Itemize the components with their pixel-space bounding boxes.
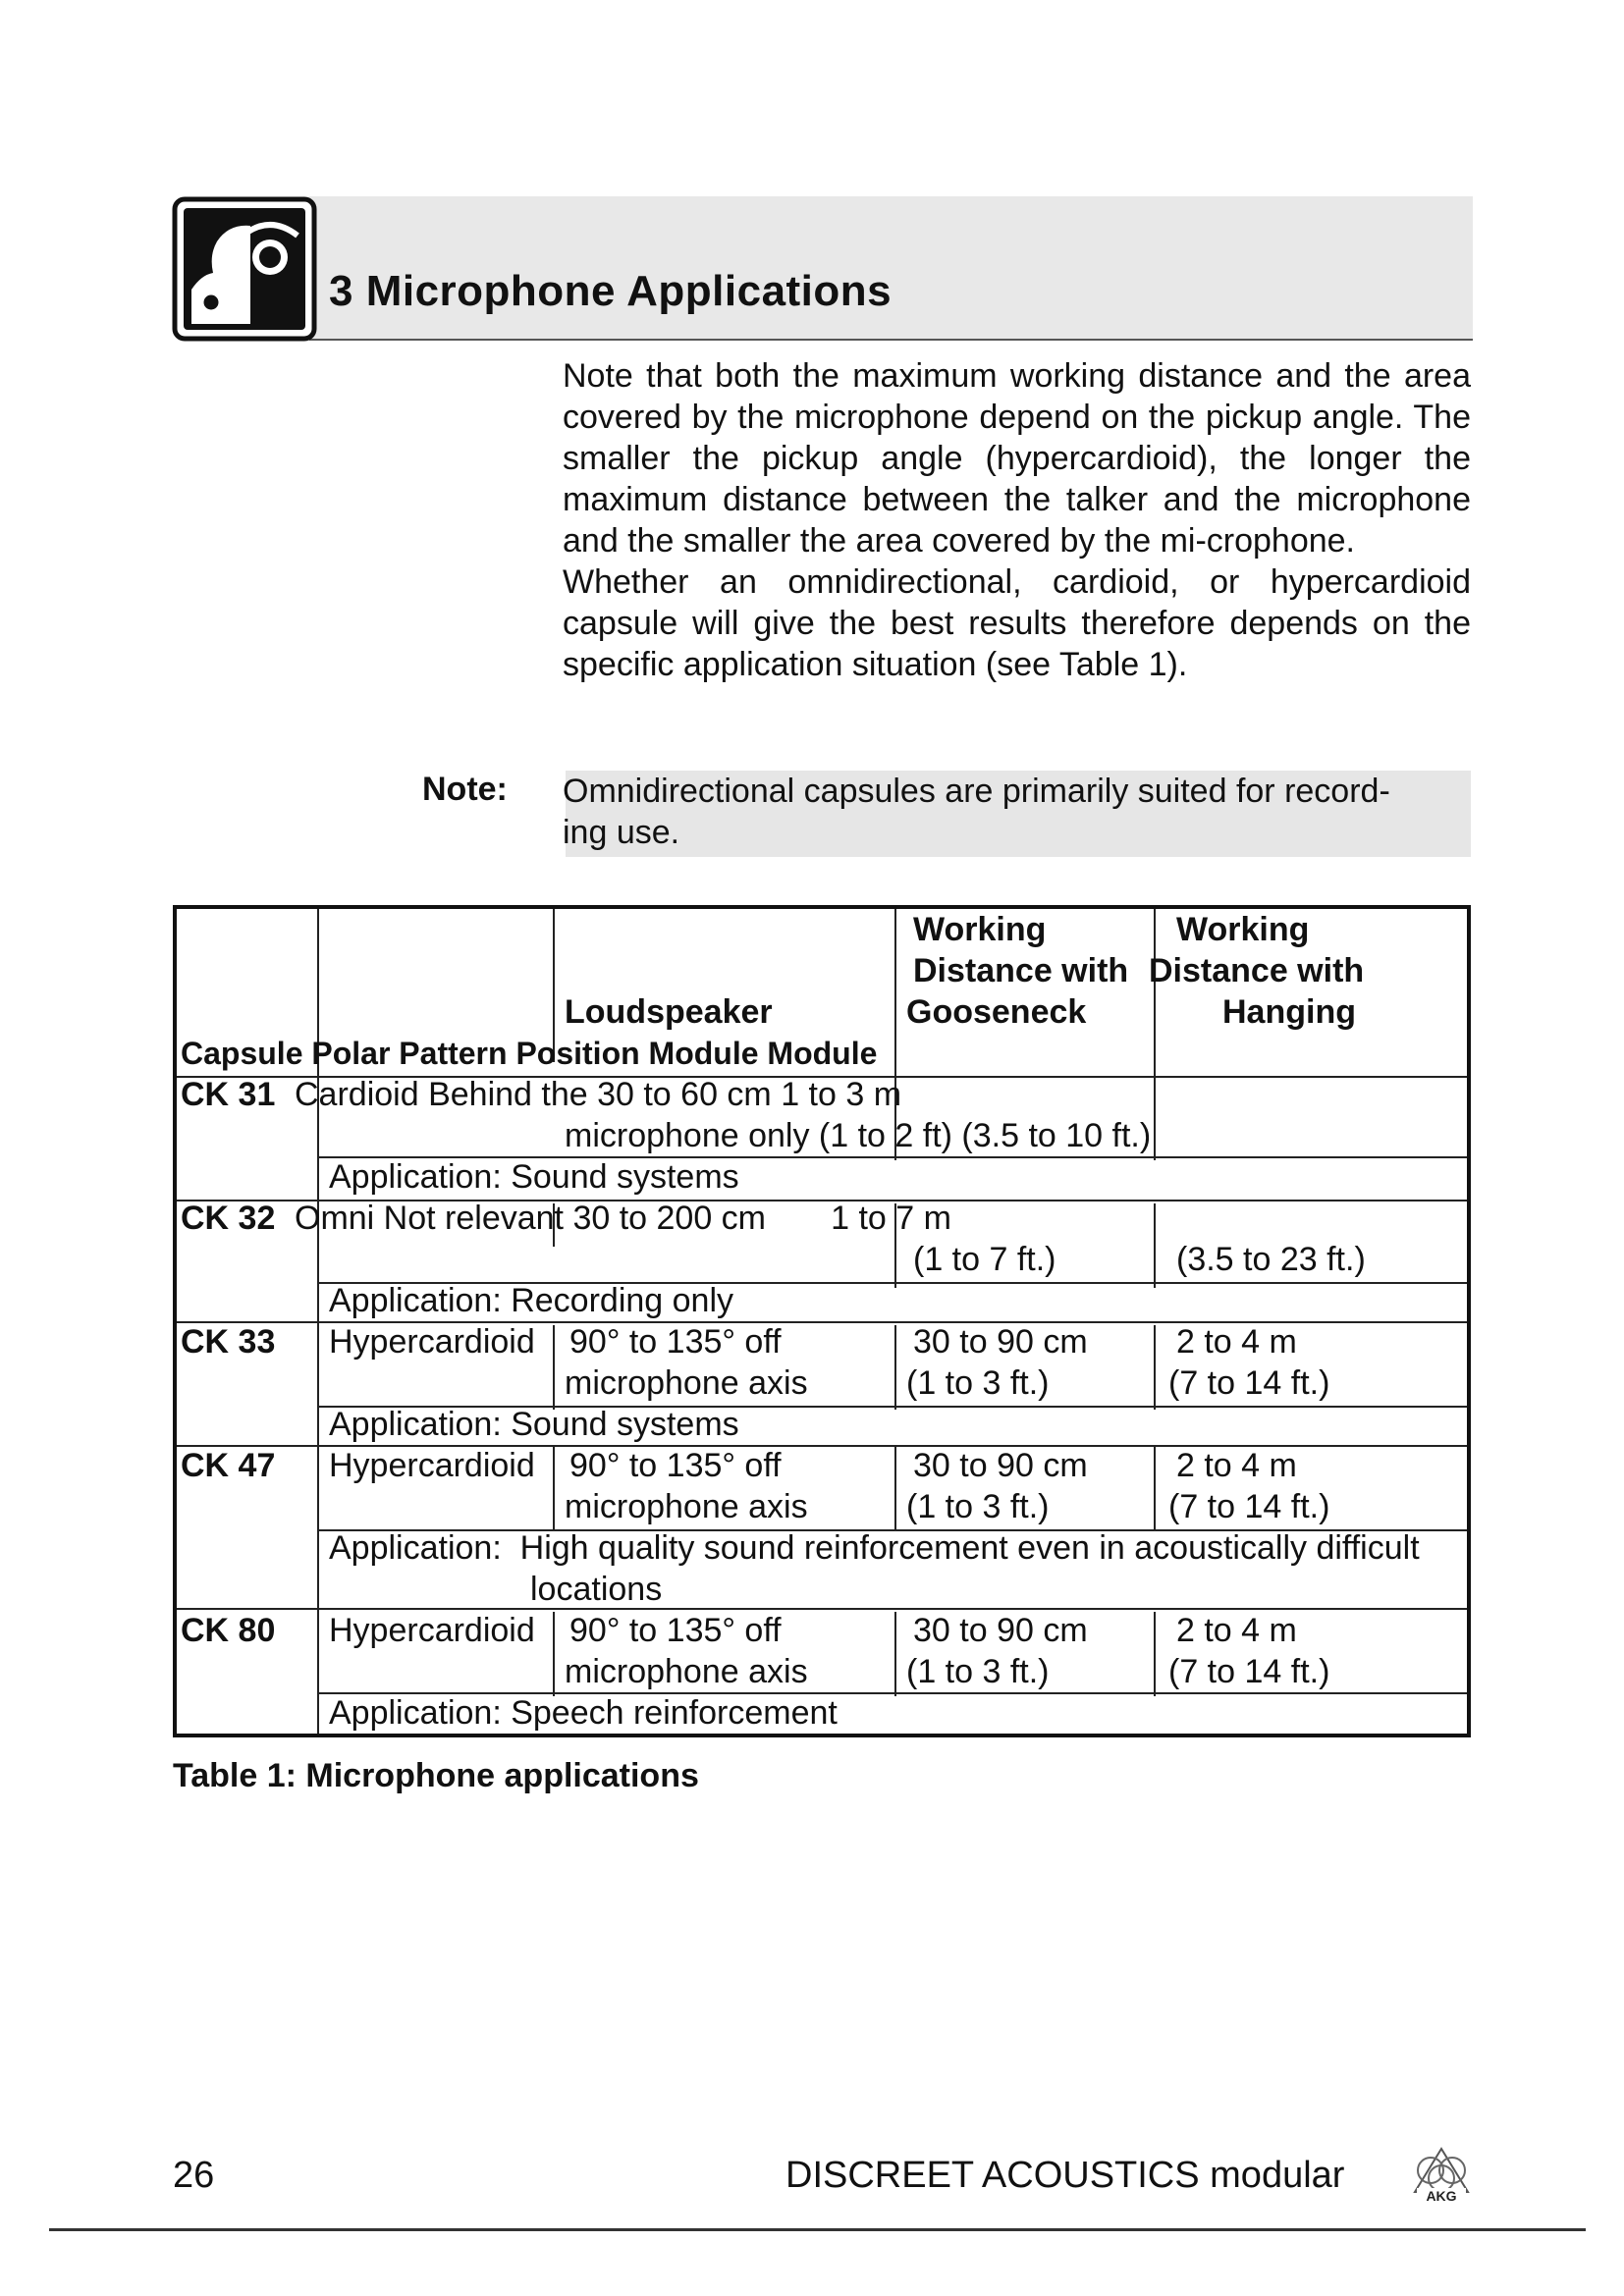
- ck33-position-1: 90° to 135° off: [569, 1323, 782, 1361]
- section-header: [172, 196, 1473, 342]
- ck80-position-2: microphone axis: [565, 1653, 808, 1690]
- ck32-line-1: Omni Not relevant 30 to 200 cm 1 to 7 m: [295, 1200, 951, 1237]
- capsule-ck47: CK 47: [181, 1447, 276, 1484]
- header-hanging-3: Hanging: [1222, 993, 1356, 1031]
- capsule-ck80: CK 80: [181, 1612, 276, 1649]
- ck33-gooseneck-1: 30 to 90 cm: [913, 1323, 1088, 1361]
- capsule-ck31: CK 31: [181, 1076, 276, 1113]
- intro-text: [563, 355, 1471, 685]
- ck80-gooseneck-1: 30 to 90 cm: [913, 1612, 1088, 1649]
- intro-paragraph-2: Whether an omnidirectional, cardioid, or hypercardioid capsule will give the best results therefore depends on the specific application situation (see Table 1).: [563, 563, 1471, 683]
- ck80-position-1: 90° to 135° off: [569, 1612, 782, 1649]
- note-text: [563, 771, 1471, 853]
- header-hanging-2: Distance with: [1149, 952, 1365, 989]
- ck33-gooseneck-2: (1 to 3 ft.): [906, 1364, 1050, 1402]
- header-row: Capsule Polar Pattern Position Module Module: [181, 1036, 878, 1071]
- ck33-application: Application: Sound systems: [329, 1406, 739, 1443]
- ck31-line-2: microphone only (1 to 2 ft) (3.5 to 10 ft.): [565, 1117, 1152, 1154]
- applications-table: [173, 905, 1471, 1737]
- ck47-position-1: 90° to 135° off: [569, 1447, 782, 1484]
- ck47-gooseneck-1: 30 to 90 cm: [913, 1447, 1088, 1484]
- footer-title: DISCREET ACOUSTICS modular: [785, 2155, 1345, 2196]
- intro-paragraph-1: Note that both the maximum working distance and the area covered by the microphone depend on the pickup angle. The smaller the pickup angle (hypercardioid), the longer the maximum distance between the talker and the microphone and the smaller the area covered by the mi-crophone.: [563, 357, 1471, 560]
- footer-rule: [49, 2228, 1586, 2231]
- ck47-gooseneck-2: (1 to 3 ft.): [906, 1488, 1050, 1525]
- header-gooseneck-2: Distance with: [913, 952, 1129, 989]
- header-gooseneck-3: Gooseneck: [906, 993, 1087, 1031]
- ck80-gooseneck-2: (1 to 3 ft.): [906, 1653, 1050, 1690]
- ck47-pattern: Hypercardioid: [329, 1447, 535, 1484]
- ck47-hanging-1: 2 to 4 m: [1176, 1447, 1297, 1484]
- note-line-1: Omnidirectional capsules are primarily suited for record-: [563, 773, 1390, 810]
- note-line-2: ing use.: [563, 814, 680, 851]
- table-caption: Table 1: Microphone applications: [173, 1757, 699, 1794]
- ck33-position-2: microphone axis: [565, 1364, 808, 1402]
- note-label: Note:: [422, 771, 508, 808]
- ck47-application-2: locations: [530, 1571, 663, 1608]
- akg-logo-icon: [1409, 2145, 1474, 2204]
- ck32-application: Application: Recording only: [329, 1282, 734, 1319]
- akg-logo-text: AKG: [1426, 2188, 1457, 2204]
- ck33-pattern: Hypercardioid: [329, 1323, 535, 1361]
- page-title: 3 Microphone Applications: [329, 267, 893, 315]
- ck47-hanging-2: (7 to 14 ft.): [1168, 1488, 1330, 1525]
- ck31-application: Application: Sound systems: [329, 1158, 739, 1196]
- ck47-application: Application: High quality sound reinforcement even in acoustically difficult: [329, 1529, 1420, 1567]
- ck32-hanging-2: (3.5 to 23 ft.): [1176, 1241, 1366, 1278]
- ck33-hanging-2: (7 to 14 ft.): [1168, 1364, 1330, 1402]
- ck47-position-2: microphone axis: [565, 1488, 808, 1525]
- page-number: 26: [173, 2155, 215, 2196]
- header-gooseneck-1: Working: [913, 911, 1047, 948]
- ck80-hanging-1: 2 to 4 m: [1176, 1612, 1297, 1649]
- ck33-hanging-1: 2 to 4 m: [1176, 1323, 1297, 1361]
- ck80-hanging-2: (7 to 14 ft.): [1168, 1653, 1330, 1690]
- header-loudspeaker: Loudspeaker: [565, 993, 773, 1031]
- ck80-application: Application: Speech reinforcement: [329, 1694, 838, 1732]
- capsule-ck33: CK 33: [181, 1323, 276, 1361]
- ck80-pattern: Hypercardioid: [329, 1612, 535, 1649]
- ck31-line-1: Cardioid Behind the 30 to 60 cm 1 to 3 m: [295, 1076, 902, 1113]
- header-hanging-1: Working: [1176, 911, 1310, 948]
- ck32-gooseneck-2: (1 to 7 ft.): [913, 1241, 1056, 1278]
- headset-speaker-icon: [172, 196, 317, 342]
- capsule-ck32: CK 32: [181, 1200, 276, 1237]
